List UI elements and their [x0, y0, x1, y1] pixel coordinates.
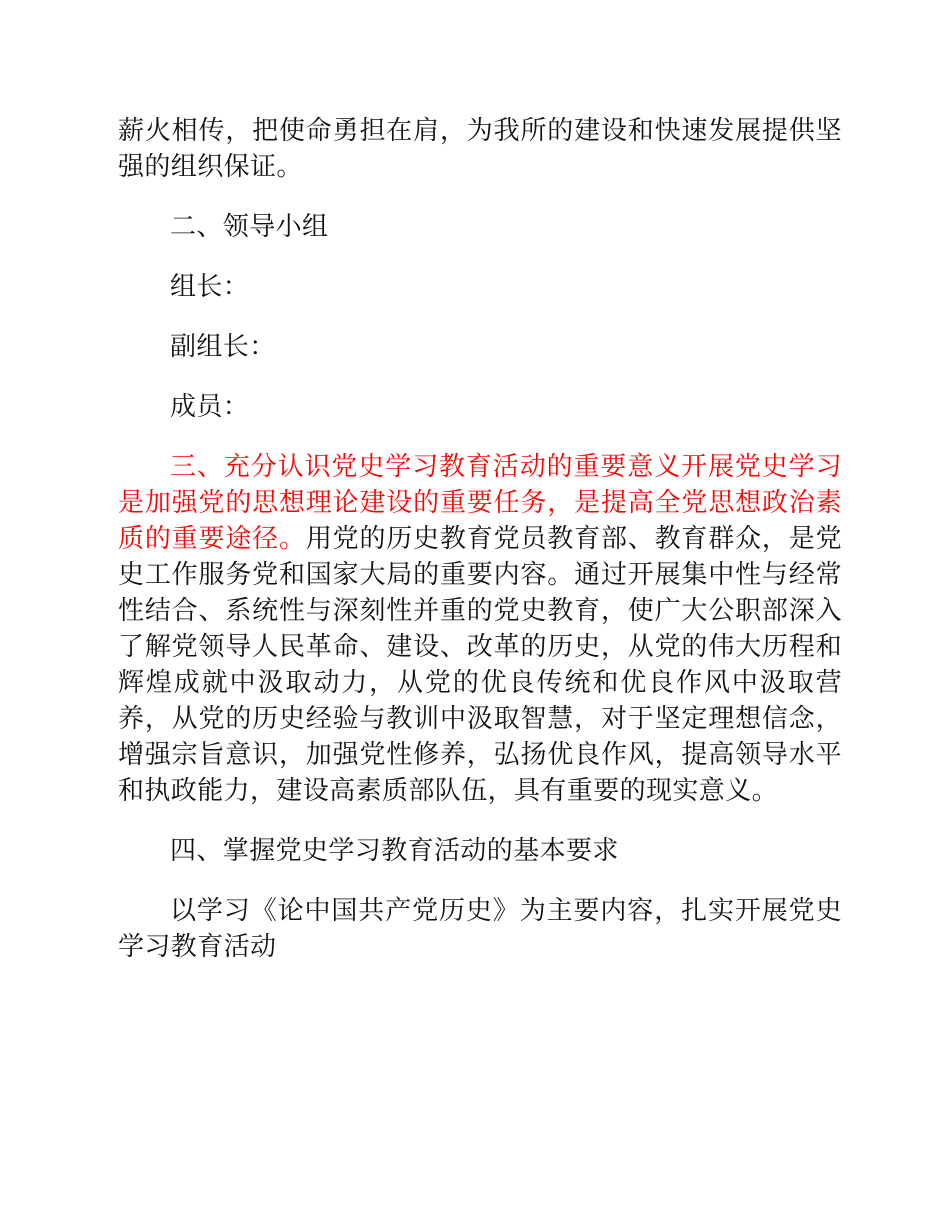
intro-paragraph: 薪火相传，把使命勇担在肩，为我所的建设和快速发展提供坚强的组织保证。 — [118, 116, 842, 182]
leader-label: 组长： — [170, 272, 250, 302]
deputy-leader-label: 副组长： — [170, 332, 276, 362]
section-two-title: 二、领导小组 — [170, 212, 329, 242]
section-three-paragraph — [118, 449, 842, 809]
section-four-title: 四、掌握党史学习教育活动的基本要求 — [170, 836, 619, 866]
section-three-highlight: 三、充分认识党史学习教育活动的重要意义开展党史学习是加强党的思想理论建设的重要任务，是提高全党思想政治素质的重要途径。 — [118, 452, 842, 554]
section-three-body: 用党的历史教育党员教育部、教育群众，是党史工作服务党和国家大局的重要内容。通过开展集中性与经常性结合、系统性与深刻性并重的党史教育，使广大公职部深入了解党领导人民革命、建设、改革的历史，从党的伟大历程和辉煌成就中汲取动力，从党的优良传统和优良作风中汲取营养，从党的历史经验与教训中汲取智慧，对于坚定理想信念，增强宗旨意识，加强党性修养，弘扬优良作风，提高领导水平和执政能力，建设高素质部队伍，具有重要的现实意义。 — [118, 524, 842, 806]
members-label: 成员： — [170, 392, 250, 422]
section-four-paragraph: 以学习《论中国共产党历史》为主要内容，扎实开展党史学习教育活动 — [118, 896, 842, 962]
